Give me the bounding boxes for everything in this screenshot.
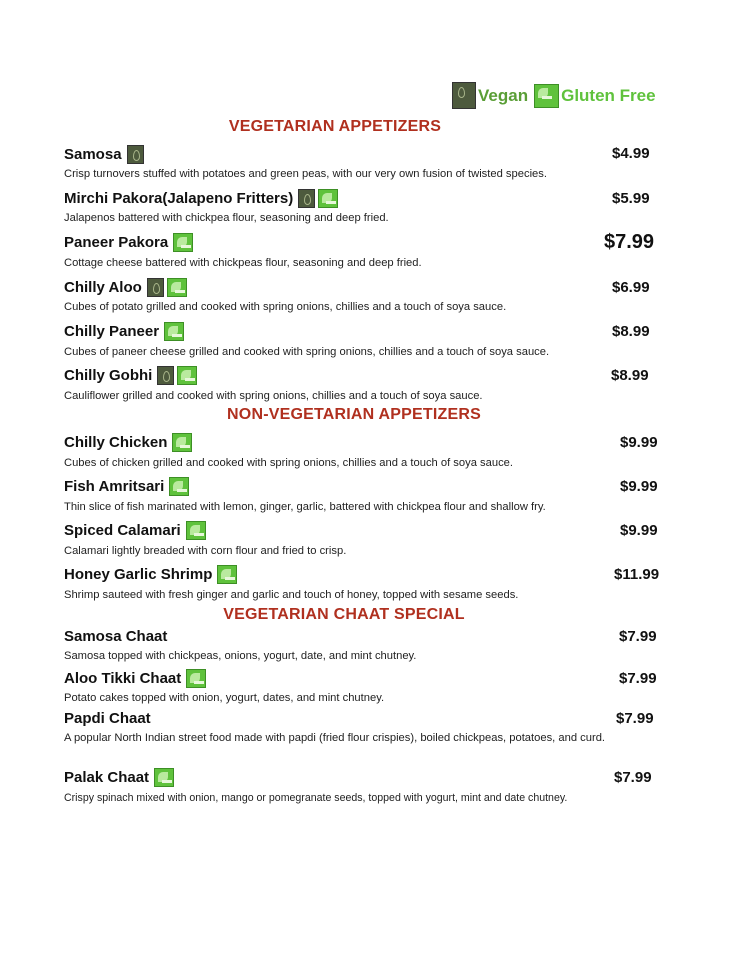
gluten-free-icon (217, 565, 237, 584)
menu-item-price: $11.99 (614, 566, 660, 583)
vegan-label: Vegan (478, 85, 529, 105)
menu-item-description: Cottage cheese battered with chickpeas flour, seasoning and deep fried. (64, 257, 422, 269)
menu-item-name: Mirchi Pakora(Jalapeno Fritters) (64, 189, 338, 208)
menu-item-name: Chilly Paneer (64, 322, 184, 341)
vegan-icon (157, 366, 174, 385)
gluten-free-icon (186, 521, 206, 540)
menu-item-name: Fish Amritsari (64, 477, 189, 496)
menu-item-price: $9.99 (620, 522, 658, 539)
gluten-free-icon (186, 669, 206, 688)
menu-item-name: Chilly Chicken (64, 433, 192, 452)
vegan-icon (452, 82, 476, 109)
menu-item-description: Potato cakes topped with onion, yogurt, dates, and mint chutney. (64, 692, 385, 704)
vegan-icon (298, 189, 315, 208)
menu-item-price: $8.99 (611, 367, 649, 384)
menu-item-price: $9.99 (620, 478, 658, 495)
gluten-free-icon (534, 84, 559, 108)
menu-item-description: Shrimp sauteed with fresh ginger and garlic and touch of honey, topped with sesame seeds. (64, 589, 519, 601)
menu-item-description: Crispy spinach mixed with onion, mango or pomegranate seeds, topped with yogurt, mint and date chutney. (64, 792, 568, 804)
menu-item-price: $7.99 (604, 231, 655, 253)
menu-item-price: $8.99 (612, 323, 650, 340)
menu-item-description: Crisp turnovers stuffed with potatoes and green peas, with our very own fusion of twisted species. (64, 168, 547, 180)
menu-item-name: Samosa (64, 145, 144, 164)
menu-item-price: $9.99 (620, 434, 658, 451)
menu-item-name: Papdi Chaat (64, 710, 151, 727)
gluten-free-icon (318, 189, 338, 208)
gluten-free-icon (164, 322, 184, 341)
menu-item-price: $7.99 (619, 628, 657, 645)
menu-item-name: Honey Garlic Shrimp (64, 565, 237, 584)
menu-item-description: Cauliflower grilled and cooked with spring onions, chillies and a touch of soya sauce. (64, 390, 483, 402)
section-title: NON-VEGETARIAN APPETIZERS (227, 406, 481, 423)
menu-item-description: Calamari lightly breaded with corn flour and fried to crisp. (64, 545, 347, 557)
menu-item-price: $4.99 (612, 145, 650, 162)
menu-item-description: Jalapenos battered with chickpea flour, seasoning and deep fried. (64, 212, 389, 224)
dietary-legend (452, 82, 662, 109)
menu-item-price: $7.99 (619, 670, 657, 687)
menu-item-name: Samosa Chaat (64, 628, 168, 645)
section-title: VEGETARIAN APPETIZERS (228, 118, 442, 135)
menu-item-price: $7.99 (616, 710, 654, 727)
menu-item-price: $7.99 (614, 769, 652, 786)
gluten-free-icon (167, 278, 187, 297)
menu-item-price: $6.99 (612, 279, 650, 296)
menu-item-description: Cubes of potato grilled and cooked with spring onions, chillies and a touch of soya sauce. (64, 301, 507, 313)
menu-item-description: Cubes of chicken grilled and cooked with spring onions, chillies and a touch of soya sauce. (64, 457, 514, 469)
gluten-free-icon (169, 477, 189, 496)
menu-item-description: Thin slice of fish marinated with lemon, ginger, garlic, battered with chickpea flour and shallow fry. (64, 501, 546, 513)
gluten-free-icon (172, 433, 192, 452)
menu-item-name: Chilly Aloo (64, 278, 187, 297)
menu-item-name: Paneer Pakora (64, 233, 193, 252)
gluten-free-icon (154, 768, 174, 787)
menu-item-name: Palak Chaat (64, 768, 174, 787)
menu-item-name: Spiced Calamari (64, 521, 206, 540)
menu-item-description: A popular North Indian street food made with papdi (fried flour crispies), boiled chickpeas, potatoes, and curd. (64, 732, 606, 744)
gluten-free-icon (177, 366, 197, 385)
vegan-icon (127, 145, 144, 164)
menu-item-name: Aloo Tikki Chaat (64, 669, 206, 688)
menu-item-description: Cubes of paneer cheese grilled and cooked with spring onions, chillies and a touch of soya sauce. (64, 346, 550, 358)
gluten-free-label: Gluten Free (561, 85, 656, 105)
menu-item-name: Chilly Gobhi (64, 366, 197, 385)
menu-item-description: Samosa topped with chickpeas, onions, yogurt, date, and mint chutney. (64, 650, 417, 662)
vegan-icon (147, 278, 164, 297)
gluten-free-icon (173, 233, 193, 252)
section-title: VEGETARIAN CHAAT SPECIAL (223, 606, 465, 623)
menu-item-price: $5.99 (612, 190, 650, 207)
